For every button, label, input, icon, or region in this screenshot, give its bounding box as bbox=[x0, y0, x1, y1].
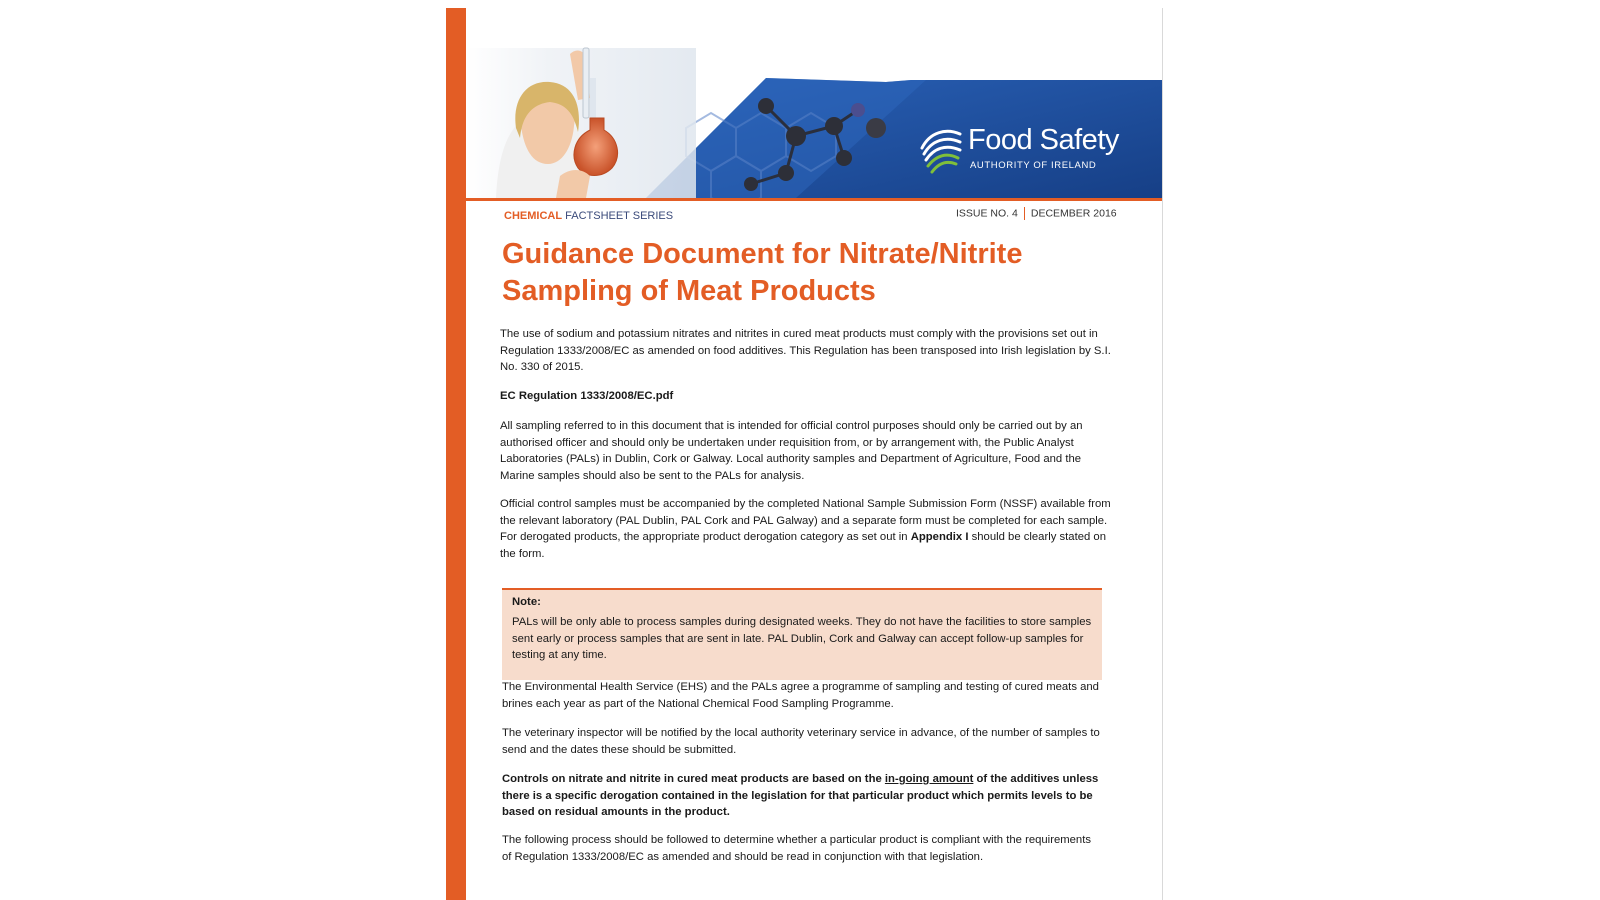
fsai-logo bbox=[916, 118, 1146, 178]
paragraph-controls bbox=[502, 771, 1102, 821]
note-title: Note: bbox=[512, 596, 541, 608]
appendix-reference: Appendix I bbox=[910, 531, 969, 543]
document-page bbox=[446, 8, 1163, 900]
issue-separator bbox=[1024, 207, 1025, 220]
paragraph-process: The following process should be followed to determine whether a particular product is compliant with the requirements of Regulation 1333/2008/EC as amended and should be read in conjunction with that legislation. bbox=[502, 834, 1091, 863]
series-highlight: CHEMICAL bbox=[504, 210, 563, 222]
regulation-link[interactable]: EC Regulation 1333/2008/EC.pdf bbox=[500, 390, 674, 402]
p3-text-end: should be clearly stated on the form. bbox=[500, 531, 1107, 560]
logo-title: Food Safety bbox=[968, 124, 1119, 156]
page-title bbox=[502, 236, 1142, 310]
logo-subtitle: AUTHORITY OF IRELAND bbox=[970, 160, 1097, 171]
paragraph-programme: The Environmental Health Service (EHS) and the PALs agree a programme of sampling and testing of cured meats and brines each year as part of the National Chemical Food Sampling Programme. bbox=[502, 681, 1099, 710]
p6-text-end: of the additives unless there is a specific derogation contained in the legislation for that particular product which permits levels to be based on residual amounts in the product. bbox=[502, 773, 1099, 818]
p6-text-start: Controls on nitrate and nitrite in cured meat products are based on the bbox=[502, 773, 885, 785]
series-rest: FACTSHEET SERIES bbox=[562, 210, 674, 222]
in-going-amount: in-going amount bbox=[884, 773, 974, 785]
issue-date: DECEMBER 2016 bbox=[1030, 207, 1117, 220]
paragraph-sampling: All sampling referred to in this document that is intended for official control purposes should only be carried out by an authorised officer and should only be undertaken under requisition from, or by arrangement with, the Public Analyst Laboratories (PALs) in Dublin, Cork or Galway. Local authority samples and Department of Agriculture, Food and the Marine samples should also be sent to the PALs for analysis. bbox=[500, 420, 1083, 482]
issue-info bbox=[956, 207, 1117, 220]
accent-bar bbox=[446, 8, 466, 900]
note-box bbox=[502, 588, 1102, 680]
note-text: PALs will be only able to process samples during designated weeks. They do not have the facilities to store samples sent early or process samples that are sent in late. PAL Dublin, Cork and Galway can accept follow-up samples for testing at any time. bbox=[512, 616, 1092, 661]
paragraph-intro: The use of sodium and potassium nitrates and nitrites in cured meat products must comply with the provisions set out in Regulation 1333/2008/EC as amended on food additives. This Regulation has been transposed into Irish legislation by S.I. No. 330 of 2015. bbox=[500, 328, 1111, 373]
paragraph-veterinary: The veterinary inspector will be notified by the local authority veterinary service in advance, of the number of samples to send and the dates these should be submitted. bbox=[502, 727, 1100, 756]
paragraph-samples-form bbox=[500, 496, 1112, 562]
p3-text-start: Official control samples must be accompanied by the completed National Sample Submission Form (NSSF) available from the relevant laboratory (PAL Dublin, PAL Cork and PAL Galway) and a separate form must be completed for each sample. For derogated products, the appropriate product derogation category as set out in bbox=[500, 498, 1111, 543]
banner-divider bbox=[466, 198, 1162, 201]
title-line-2: Sampling of Meat Products bbox=[502, 275, 876, 307]
fsai-logo-icon bbox=[916, 122, 966, 174]
issue-number: ISSUE NO. 4 bbox=[956, 207, 1018, 220]
series-label bbox=[504, 210, 673, 222]
title-line-1: Guidance Document for Nitrate/Nitrite bbox=[502, 238, 1023, 270]
